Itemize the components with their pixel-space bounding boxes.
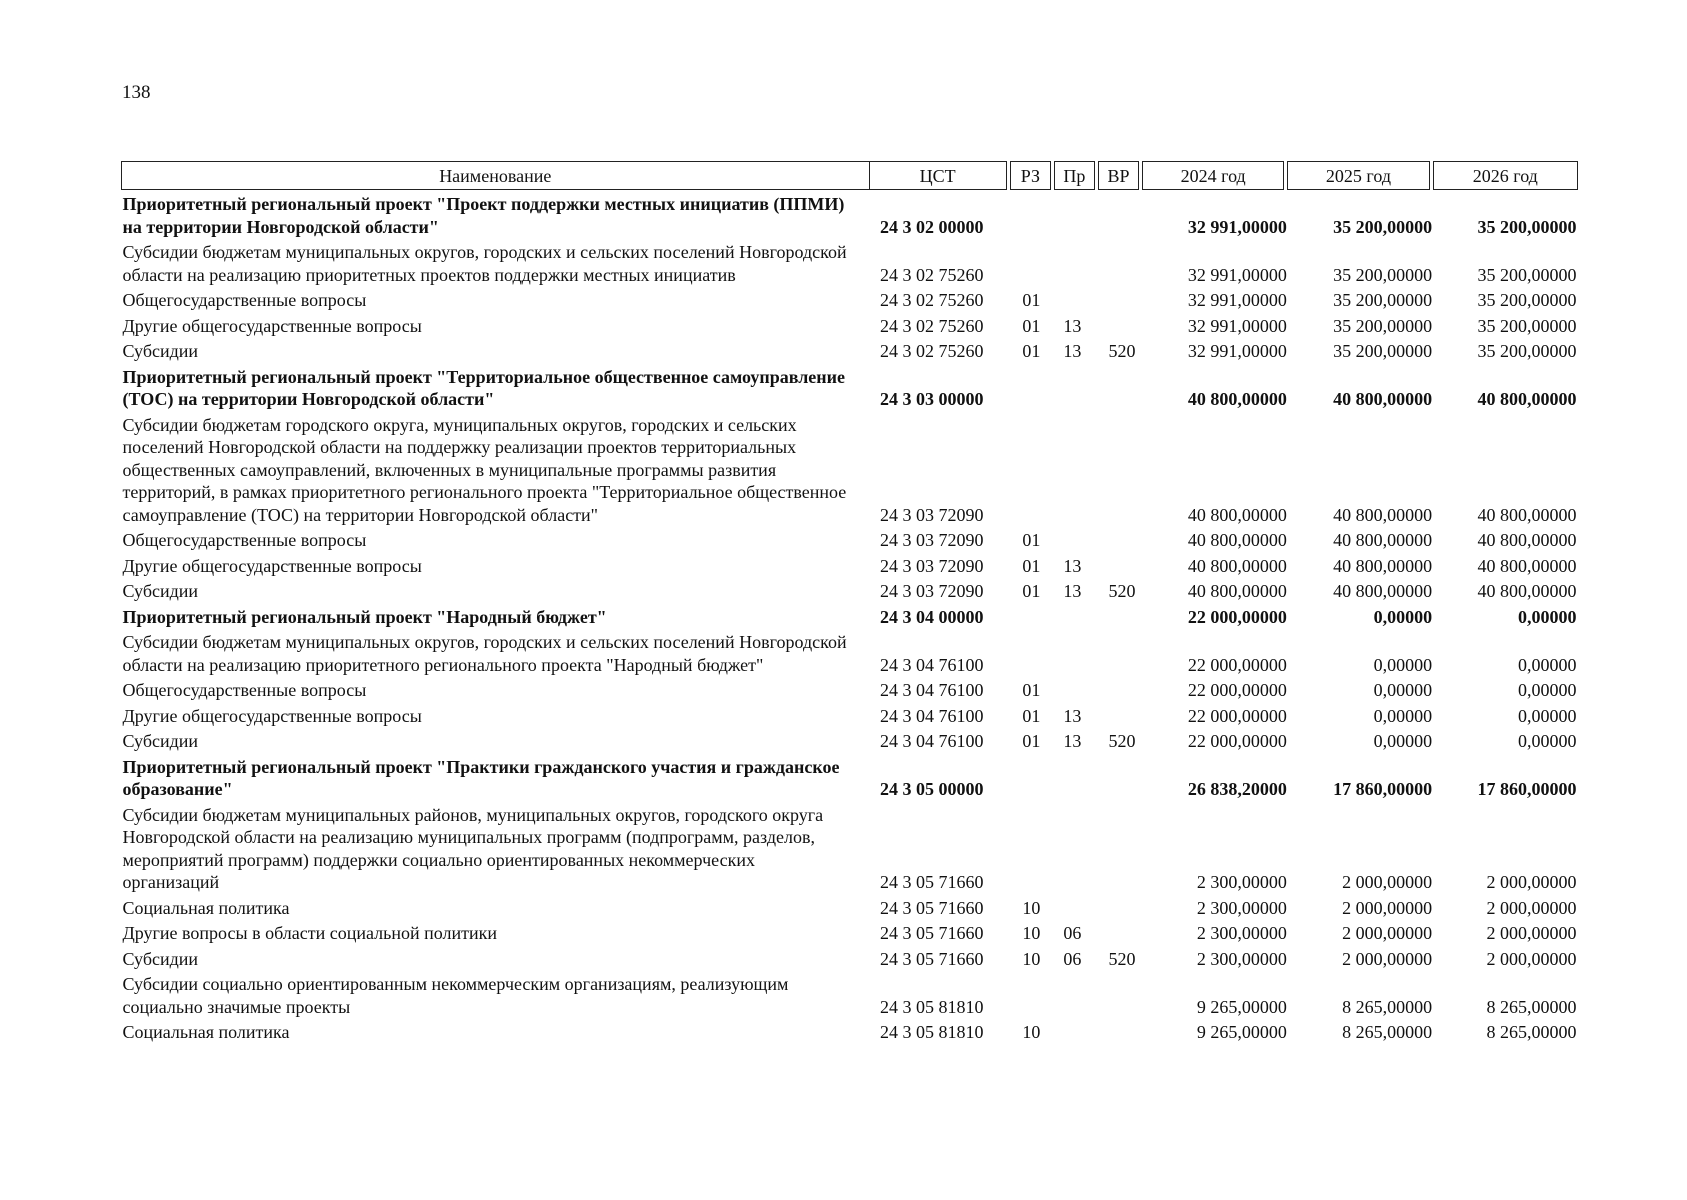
cell-vr: [1098, 411, 1142, 527]
cell-cst: 24 3 04 76100: [880, 705, 984, 726]
cell-vr: [1098, 753, 1142, 801]
cell-pr: 06: [1063, 948, 1082, 969]
cell-vr: [1098, 238, 1142, 286]
cell-name: Субсидии социально ориентированным некоммерческим организациям, реализующим социально значимые проекты: [122, 974, 789, 1017]
cell-cst: 24 3 03 72090: [880, 555, 984, 576]
cell-y2025: 40 800,00000: [1333, 389, 1433, 409]
cell-name: Приоритетный региональный проект "Проект поддержки местных инициатив (ППМИ) на территории Новгородской области": [122, 194, 845, 237]
cell-y2024: 40 800,00000: [1187, 555, 1287, 576]
table-row: [122, 526, 1578, 552]
table-row: [122, 945, 1578, 971]
cell-y2025: 2 000,00000: [1342, 872, 1433, 892]
cell-pr: [1054, 894, 1098, 920]
cell-y2024: 22 000,00000: [1187, 606, 1287, 627]
cell-y2024: 2 300,00000: [1196, 948, 1287, 969]
cell-cst: 24 3 03 00000: [880, 389, 984, 409]
cell-y2025: 2 000,00000: [1342, 923, 1433, 943]
table-row-project: [122, 753, 1578, 801]
cell-y2025: 0,00000: [1373, 705, 1433, 726]
cell-y2025: 40 800,00000: [1333, 555, 1433, 576]
cell-y2025: 8 265,00000: [1342, 996, 1433, 1017]
table-row: [122, 919, 1578, 945]
table-body: [122, 190, 1578, 1044]
cell-y2025: 2 000,00000: [1342, 948, 1433, 969]
cell-cst: 24 3 03 72090: [880, 530, 984, 550]
cell-y2025: 40 800,00000: [1333, 530, 1433, 550]
cell-y2025: 35 200,00000: [1333, 216, 1433, 237]
cell-y2025: 0,00000: [1373, 654, 1433, 675]
cell-pr: [1054, 628, 1098, 676]
table-row: [122, 312, 1578, 338]
table-row-project: [122, 363, 1578, 411]
cell-y2026: 0,00000: [1518, 731, 1577, 751]
cell-y2024: 32 991,00000: [1187, 341, 1287, 361]
cell-name: Другие общегосударственные вопросы: [122, 555, 422, 576]
table-row: [122, 801, 1578, 894]
cell-y2025: 0,00000: [1373, 606, 1433, 627]
cell-vr: [1098, 676, 1142, 702]
cell-vr: [1098, 919, 1142, 945]
cell-rz: 01: [1022, 705, 1041, 726]
cell-name: Другие общегосударственные вопросы: [122, 705, 422, 726]
cell-vr: [1098, 312, 1142, 338]
cell-y2026: 8 265,00000: [1486, 996, 1577, 1017]
cell-vr: [1098, 603, 1142, 629]
cell-pr: 13: [1063, 555, 1082, 576]
cell-name: Приоритетный региональный проект "Практики гражданского участия и гражданское образование": [122, 756, 840, 799]
cell-name: Субсидии: [122, 341, 199, 361]
header-2026: 2026 год: [1433, 162, 1577, 190]
cell-cst: 24 3 02 75260: [880, 264, 984, 285]
cell-rz: 01: [1022, 341, 1041, 361]
cell-y2024: 2 300,00000: [1196, 923, 1287, 943]
cell-pr: 13: [1063, 341, 1082, 361]
header-pr: Пр: [1054, 162, 1094, 190]
cell-y2026: 40 800,00000: [1477, 504, 1577, 525]
table-row: [122, 286, 1578, 312]
cell-y2024: 2 300,00000: [1196, 872, 1287, 892]
cell-pr: [1054, 526, 1098, 552]
cell-y2025: 17 860,00000: [1333, 779, 1433, 799]
cell-y2026: 17 860,00000: [1477, 779, 1577, 799]
cell-name: Социальная политика: [122, 1022, 290, 1042]
cell-y2024: 32 991,00000: [1187, 216, 1287, 237]
cell-y2026: 40 800,00000: [1477, 555, 1577, 576]
cell-vr: [1098, 526, 1142, 552]
cell-cst: 24 3 02 00000: [880, 216, 984, 237]
table-row: [122, 552, 1578, 578]
cell-vr: 520: [1108, 341, 1136, 361]
cell-y2025: 0,00000: [1373, 680, 1433, 700]
cell-cst: 24 3 02 75260: [880, 341, 984, 361]
cell-vr: [1098, 894, 1142, 920]
cell-y2026: 0,00000: [1518, 705, 1577, 726]
cell-y2026: 2 000,00000: [1486, 948, 1577, 969]
table-row-project: [122, 190, 1578, 239]
cell-vr: 520: [1108, 731, 1136, 751]
cell-y2024: 26 838,20000: [1187, 779, 1287, 799]
cell-name: Субсидии: [122, 581, 199, 601]
cell-y2026: 0,00000: [1518, 654, 1577, 675]
cell-pr: [1054, 1018, 1098, 1044]
header-2024: 2024 год: [1143, 162, 1284, 190]
cell-cst: 24 3 04 76100: [880, 654, 984, 675]
cell-vr: [1098, 363, 1142, 411]
cell-cst: 24 3 05 00000: [880, 779, 984, 799]
cell-cst: 24 3 04 76100: [880, 680, 984, 700]
cell-rz: 01: [1022, 581, 1041, 601]
cell-vr: [1098, 190, 1142, 239]
cell-rz: 10: [1022, 1022, 1041, 1042]
cell-name: Приоритетный региональный проект "Территориальное общественное самоуправление (ТОС) на территории Новгородской области": [122, 366, 846, 409]
cell-pr: [1054, 801, 1098, 894]
table-row: [122, 676, 1578, 702]
cell-vr: [1098, 1018, 1142, 1044]
cell-y2026: 35 200,00000: [1477, 341, 1577, 361]
cell-y2025: 35 200,00000: [1333, 264, 1433, 285]
cell-y2024: 22 000,00000: [1187, 654, 1287, 675]
cell-name: Общегосударственные вопросы: [122, 680, 367, 700]
cell-vr: [1098, 628, 1142, 676]
cell-y2024: 32 991,00000: [1187, 315, 1287, 336]
cell-y2026: 40 800,00000: [1477, 389, 1577, 409]
cell-y2024: 40 800,00000: [1187, 389, 1287, 409]
cell-pr: [1054, 676, 1098, 702]
table-row: [122, 411, 1578, 527]
cell-name: Социальная политика: [122, 897, 290, 918]
cell-y2025: 0,00000: [1373, 731, 1433, 751]
cell-pr: [1054, 238, 1098, 286]
cell-cst: 24 3 05 71660: [880, 872, 984, 892]
cell-pr: 06: [1063, 923, 1082, 943]
cell-cst: 24 3 05 71660: [880, 948, 984, 969]
cell-rz: 01: [1022, 290, 1041, 310]
cell-cst: 24 3 05 81810: [880, 996, 984, 1017]
table-row: [122, 702, 1578, 728]
cell-rz: 10: [1022, 948, 1041, 969]
table-row: [122, 894, 1578, 920]
cell-y2026: 35 200,00000: [1477, 216, 1577, 237]
cell-cst: 24 3 04 00000: [880, 606, 984, 627]
table-header-row: [122, 162, 1578, 190]
cell-name: Субсидии бюджетам муниципальных округов, городских и сельских поселений Новгородской области на реализацию приоритетных проектов поддержки местных инициатив: [122, 242, 847, 285]
cell-y2025: 35 200,00000: [1333, 315, 1433, 336]
cell-y2024: 32 991,00000: [1187, 264, 1287, 285]
cell-name: Общегосударственные вопросы: [122, 530, 367, 550]
cell-vr: [1098, 970, 1142, 1018]
cell-vr: 520: [1108, 581, 1136, 601]
cell-y2024: 2 300,00000: [1196, 897, 1287, 918]
cell-y2026: 8 265,00000: [1486, 1022, 1577, 1042]
header-cst: ЦСТ: [869, 162, 1006, 190]
cell-vr: [1098, 286, 1142, 312]
cell-cst: 24 3 02 75260: [880, 290, 984, 310]
cell-rz: [1010, 363, 1054, 411]
cell-pr: [1054, 753, 1098, 801]
cell-rz: 01: [1022, 530, 1041, 550]
cell-rz: [1010, 603, 1054, 629]
cell-name: Субсидии бюджетам муниципальных районов, муниципальных округов, городского округа Новгородской области на реализацию муниципальных программ (подпрограмм, разделов, мероприятий программ) поддержки социально ориентированных некоммерческих организаций: [122, 804, 824, 892]
header-vr: ВР: [1098, 162, 1138, 190]
cell-y2025: 2 000,00000: [1342, 897, 1433, 918]
table-row: [122, 577, 1578, 603]
cell-rz: [1010, 628, 1054, 676]
table-row: [122, 970, 1578, 1018]
cell-name: Другие вопросы в области социальной политики: [122, 923, 498, 943]
cell-y2024: 9 265,00000: [1196, 1022, 1287, 1042]
cell-y2026: 35 200,00000: [1477, 290, 1577, 310]
cell-pr: 13: [1063, 315, 1082, 336]
cell-rz: [1010, 238, 1054, 286]
cell-name: Субсидии: [122, 731, 199, 751]
cell-y2026: 35 200,00000: [1477, 315, 1577, 336]
cell-y2026: 2 000,00000: [1486, 872, 1577, 892]
cell-y2024: 22 000,00000: [1187, 731, 1287, 751]
cell-vr: [1098, 801, 1142, 894]
cell-rz: [1010, 801, 1054, 894]
cell-y2026: 2 000,00000: [1486, 923, 1577, 943]
cell-pr: 13: [1063, 705, 1082, 726]
cell-y2024: 40 800,00000: [1187, 504, 1287, 525]
cell-y2025: 40 800,00000: [1333, 504, 1433, 525]
cell-pr: [1054, 970, 1098, 1018]
cell-rz: 10: [1022, 923, 1041, 943]
table-row-project: [122, 603, 1578, 629]
cell-rz: 01: [1022, 731, 1041, 751]
table-row: [122, 628, 1578, 676]
cell-y2024: 40 800,00000: [1187, 530, 1287, 550]
cell-cst: 24 3 05 71660: [880, 897, 984, 918]
cell-y2026: 0,00000: [1518, 680, 1577, 700]
cell-cst: 24 3 03 72090: [880, 504, 984, 525]
cell-cst: 24 3 05 81810: [880, 1022, 984, 1042]
cell-rz: 10: [1022, 897, 1041, 918]
budget-table: [121, 161, 1578, 1044]
cell-y2024: 22 000,00000: [1187, 680, 1287, 700]
cell-y2024: 9 265,00000: [1196, 996, 1287, 1017]
cell-name: Субсидии: [122, 948, 199, 969]
cell-rz: [1010, 411, 1054, 527]
header-2025: 2025 год: [1288, 162, 1429, 190]
cell-name: Общегосударственные вопросы: [122, 290, 367, 310]
cell-pr: [1054, 603, 1098, 629]
cell-y2024: 22 000,00000: [1187, 705, 1287, 726]
cell-y2026: 2 000,00000: [1486, 897, 1577, 918]
cell-cst: 24 3 03 72090: [880, 581, 984, 601]
table-row: [122, 727, 1578, 753]
cell-cst: 24 3 02 75260: [880, 315, 984, 336]
header-rz: РЗ: [1010, 162, 1050, 190]
cell-rz: [1010, 970, 1054, 1018]
cell-rz: 01: [1022, 315, 1041, 336]
cell-pr: [1054, 190, 1098, 239]
cell-vr: [1098, 702, 1142, 728]
cell-cst: 24 3 04 76100: [880, 731, 984, 751]
cell-rz: [1010, 190, 1054, 239]
table-row: [122, 238, 1578, 286]
cell-name: Приоритетный региональный проект "Народный бюджет": [122, 606, 607, 627]
header-name: Наименование: [122, 162, 870, 190]
cell-pr: 13: [1063, 731, 1082, 751]
cell-pr: [1054, 286, 1098, 312]
cell-name: Субсидии бюджетам муниципальных округов, городских и сельских поселений Новгородской области на реализацию приоритетного регионального проекта "Народный бюджет": [122, 632, 847, 675]
cell-y2026: 40 800,00000: [1477, 581, 1577, 601]
cell-y2025: 40 800,00000: [1333, 581, 1433, 601]
cell-rz: [1010, 753, 1054, 801]
table-row: [122, 1018, 1578, 1044]
cell-y2024: 32 991,00000: [1187, 290, 1287, 310]
cell-y2025: 35 200,00000: [1333, 341, 1433, 361]
cell-y2026: 40 800,00000: [1477, 530, 1577, 550]
cell-pr: [1054, 363, 1098, 411]
cell-rz: 01: [1022, 680, 1041, 700]
cell-name: Субсидии бюджетам городского округа, муниципальных округов, городских и сельских поселений Новгородской области на поддержку реализации проектов территориальных общественных самоуправлений, включенных в муниципальные программы развития территорий, в рамках приоритетного регионального проекта "Территориальное общественное самоуправление (ТОС) на территории Новгородской области": [122, 414, 847, 525]
cell-name: Другие общегосударственные вопросы: [122, 315, 422, 336]
cell-vr: [1098, 552, 1142, 578]
page-number: 138: [122, 82, 151, 103]
cell-cst: 24 3 05 71660: [880, 923, 984, 943]
cell-y2024: 40 800,00000: [1187, 581, 1287, 601]
cell-rz: 01: [1022, 555, 1041, 576]
cell-vr: 520: [1108, 948, 1136, 969]
cell-y2026: 0,00000: [1518, 606, 1577, 627]
cell-y2026: 35 200,00000: [1477, 264, 1577, 285]
cell-pr: 13: [1063, 581, 1082, 601]
cell-pr: [1054, 411, 1098, 527]
cell-y2025: 35 200,00000: [1333, 290, 1433, 310]
table-row: [122, 337, 1578, 363]
cell-y2025: 8 265,00000: [1342, 1022, 1433, 1042]
